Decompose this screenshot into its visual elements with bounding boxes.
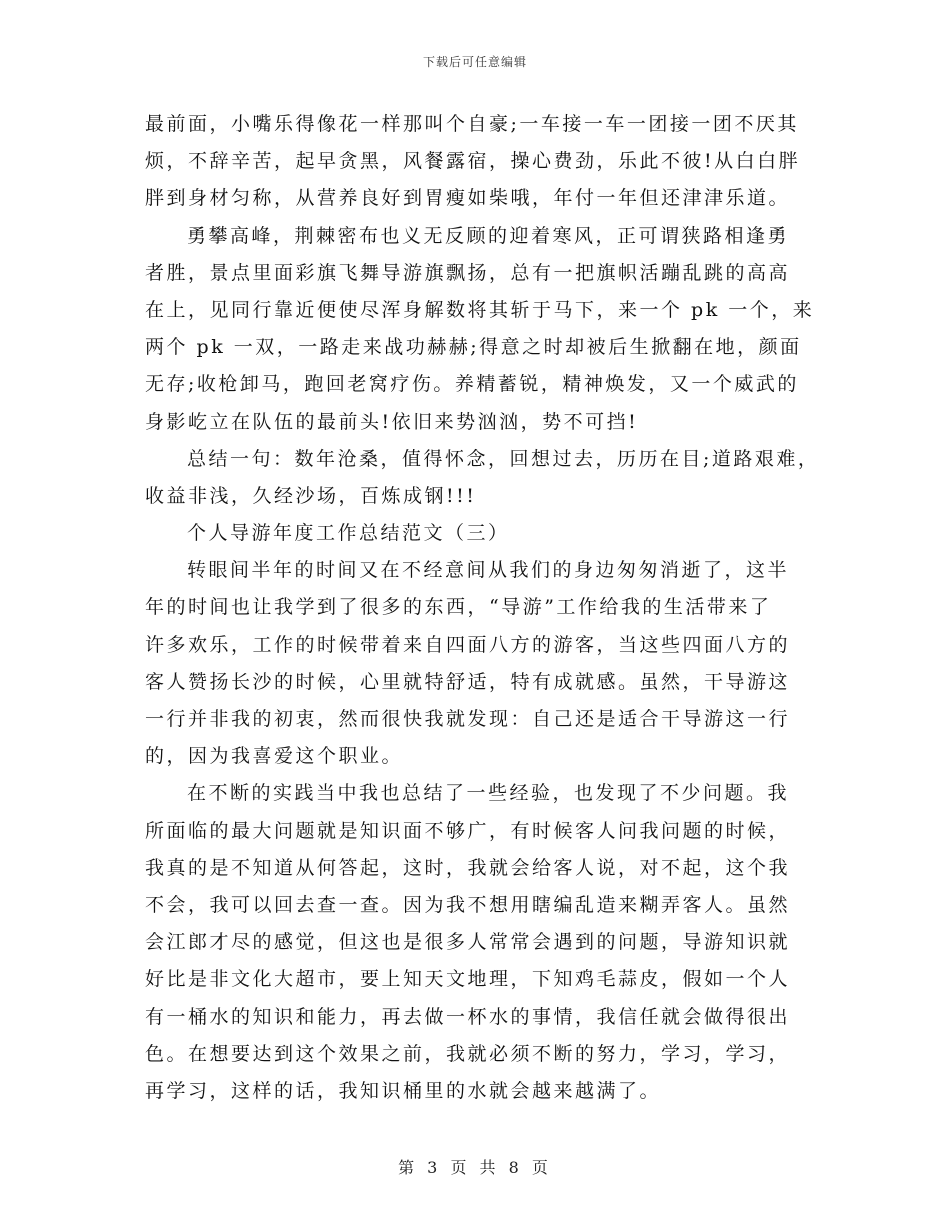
text-line: 转眼间半年的时间又在不经意间从我们的身边匆匆消逝了，这半 (187, 559, 790, 582)
text-line: 无存;收枪卸马，跑回老窝疗伤。养精蓄锐，精神焕发，又一个威武的 (145, 373, 799, 396)
text-line: 再学习，这样的话，我知识桶里的水就会越来越满了。 (145, 1079, 662, 1102)
text-line: 勇攀高峰，荆棘密布也义无反顾的迎着寒风，正可谓狭路相逢勇 (187, 224, 790, 247)
text-line: 个人导游年度工作总结范文（三） (187, 522, 510, 545)
page-header: 下载后可任意编辑 (422, 55, 527, 69)
document-body (145, 106, 825, 1110)
text-line: 不会，我可以回去查一查。因为我不想用瞎编乱造来糊弄客人。虽然 (145, 893, 791, 916)
text-line: 在不断的实践当中我也总结了一些经验，也发现了不少问题。我 (187, 782, 790, 805)
text-line: 客人赞扬长沙的时候，心里就特舒适，特有成就感。虽然，干导游这 (145, 670, 791, 693)
text-line: 我真的是不知道从何答起，这时，我就会给客人说，对不起，这个我 (145, 856, 791, 879)
text-line: 身影屹立在队伍的最前头!依旧来势汹汹，势不可挡! (145, 410, 639, 433)
text-line: 最前面，小嘴乐得像花一样那叫个自豪;一车接一车一团接一团不厌其 (145, 113, 799, 135)
text-line: 烦，不辞辛苦，起早贪黑，风餐露宿，操心费劲，乐此不彼!从白白胖 (145, 150, 801, 173)
text-line: 在上，见同行靠近便使尽浑身解数将其斩于马下，来一个 pk 一个，来 (145, 298, 815, 321)
text-line: 者胜，景点里面彩旗飞舞导游旗飘扬，总有一把旗帜活蹦乱跳的高高 (145, 261, 791, 284)
text-line: 两个 pk 一双，一路走来战功赫赫;得意之时却被后生掀翻在地，颜面 (145, 336, 802, 359)
text-line: 有一桶水的知识和能力，再去做一杯水的事情，我信任就会做得很出 (145, 1005, 791, 1028)
text-line: 收益非浅，久经沙场，百炼成钢!!! (145, 484, 477, 507)
text-line: 年的时间也让我学到了很多的东西，“导游”工作给我的生活带来了 (145, 596, 772, 619)
text-line: 许多欢乐，工作的时候带着来自四面八方的游客，当这些四面八方的 (145, 633, 791, 656)
text-line: 的，因为我喜爱这个职业。 (145, 745, 404, 768)
text-line: 胖到身材匀称，从营养良好到胃瘦如柴哦，年付一年但还津津乐道。 (145, 187, 791, 210)
page-footer: 第 3 页 共 8 页 (398, 1158, 552, 1177)
text-line: 好比是非文化大超市，要上知天文地理，下知鸡毛蒜皮，假如一个人 (145, 968, 791, 991)
text-line: 总结一句：数年沧桑，值得怀念，回想过去，历历在目;道路艰难， (187, 447, 820, 470)
text-line: 会江郎才尽的感觉，但这也是很多人常常会遇到的问题，导游知识就 (145, 931, 791, 954)
text-line: 所面临的最大问题就是知识面不够广，有时候客人问我问题的时候， (145, 819, 791, 842)
text-line: 一行并非我的初衷，然而很快我就发现：自己还是适合干导游这一行 (145, 708, 791, 730)
text-line: 色。在想要达到这个效果之前，我就必须不断的努力，学习，学习， (145, 1042, 791, 1065)
